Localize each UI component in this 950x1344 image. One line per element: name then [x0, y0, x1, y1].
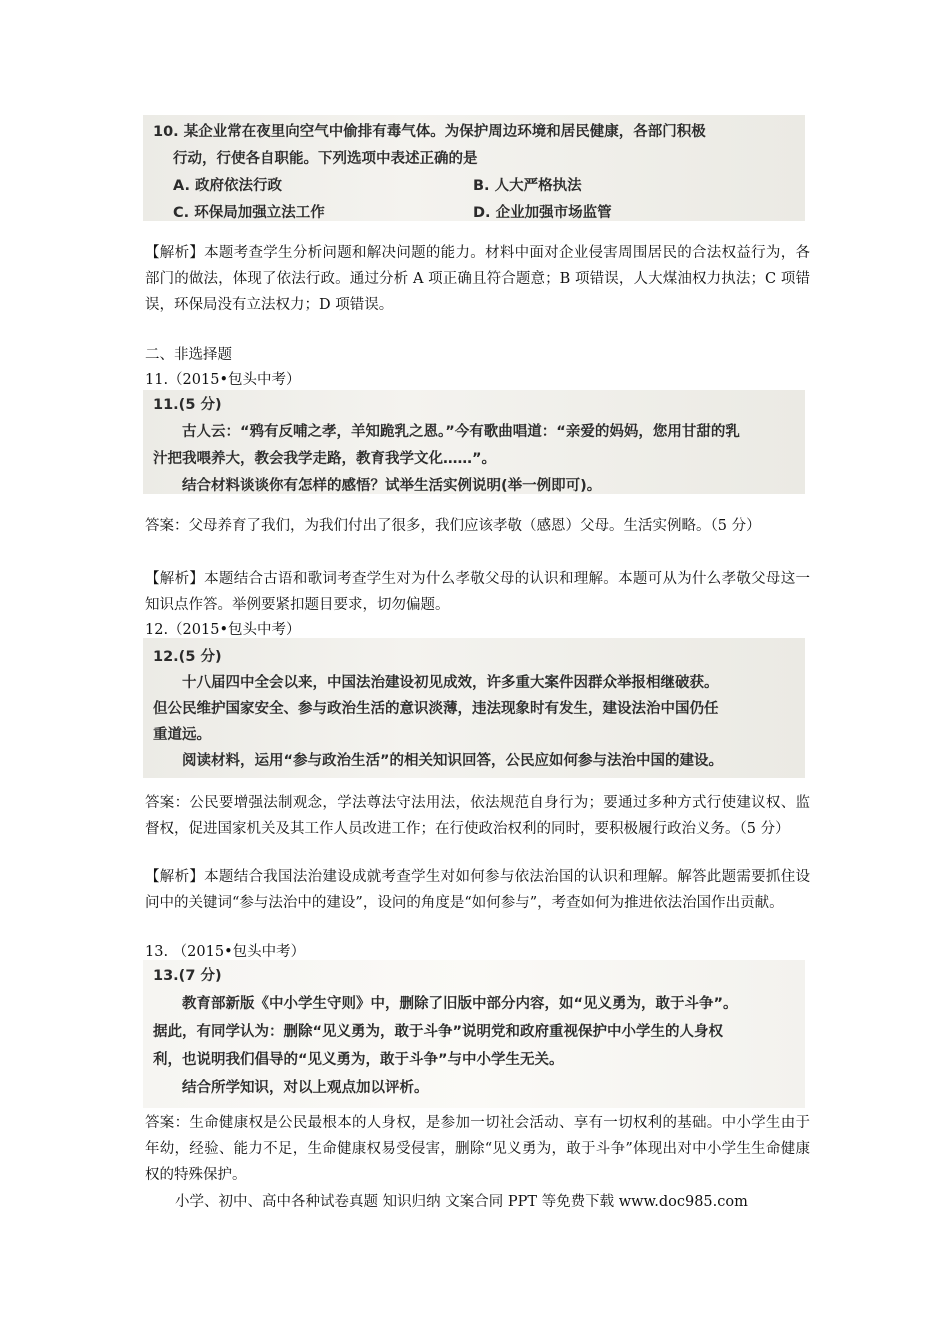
- question-13-image: [143, 960, 805, 1108]
- q10-option-c: C. 环保局加强立法工作: [173, 205, 325, 221]
- question-11-image: [143, 390, 805, 494]
- q13-line4: 结合所学知识，对以上观点加以评析。: [182, 1080, 429, 1096]
- q10-analysis: 【解析】本题考查学生分析问题和解决问题的能力。材料中面对企业侵害周围居民的合法权益行为，各部门的做法，体现了依法行政。通过分析 A 项正确且符合题意；B 项错误，人大煤油权力执法；C 项错误，环保局没有立法权力；D 项错误。: [145, 245, 810, 313]
- q12-line3: 重道远。: [153, 727, 211, 743]
- q12-head: 12.(5 分): [153, 649, 222, 665]
- q10-stem: 10. 某企业常在夜里向空气中偷排有毒气体。为保护周边环境和居民健康，各部门积极: [153, 124, 706, 140]
- q10-option-d: D. 企业加强市场监管: [473, 205, 612, 221]
- q11-answer: 答案：父母养育了我们，为我们付出了很多，我们应该孝敬（感恩）父母。生活实例略。（5 分）: [145, 518, 761, 534]
- footer: 小学、初中、高中各种试卷真题 知识归纳 文案合同 PPT 等免费下载 www.doc985.com: [175, 1194, 748, 1210]
- section-heading: 二、非选择题: [145, 347, 232, 363]
- q11-line1: 古人云：“鸦有反哺之孝，羊知跪乳之恩。”今有歌曲唱道：“亲爱的妈妈，您用甘甜的乳: [182, 424, 740, 440]
- q11-head: 11.(5 分): [153, 397, 222, 413]
- q10-options: [173, 173, 795, 227]
- q12-source: 12.（2015•包头中考）: [145, 622, 301, 638]
- question-10-image: [143, 115, 805, 221]
- q12-analysis: 【解析】本题结合我国法治建设成就考查学生对如何参与依法治国的认识和理解。解答此题需要抓住设问中的关键词“参与法治中的建设”，设问的角度是“如何参与”，考查如何为推进依法治国作出贡献。: [145, 869, 810, 911]
- q13-line2: 据此，有同学认为：删除“见义勇为，敢于斗争”说明党和政府重视保护中小学生的人身权: [153, 1024, 724, 1040]
- question-12-image: [143, 638, 805, 778]
- q11-source: 11.（2015•包头中考）: [145, 372, 301, 388]
- q10-stem-cont: 行动，行使各自职能。下列选项中表述正确的是: [173, 151, 478, 167]
- q11-line3: 结合材料谈谈你有怎样的感悟？试举生活实例说明(举一例即可)。: [182, 478, 602, 494]
- q10-option-b: B. 人大严格执法: [473, 178, 582, 194]
- q11-line2: 汁把我喂养大，教会我学走路，教育我学文化……”。: [153, 451, 497, 467]
- q13-answer: 答案：生命健康权是公民最根本的人身权，是参加一切社会活动、享有一切权利的基础。中小学生由于年幼，经验、能力不足，生命健康权易受侵害，删除“见义勇为，敢于斗争”体现出对中小学生生命健康权的特殊保护。: [145, 1115, 810, 1183]
- q13-line3: 利，也说明我们倡导的“见义勇为，敢于斗争”与中小学生无关。: [153, 1052, 564, 1068]
- q12-answer: 答案：公民要增强法制观念，学法尊法守法用法，依法规范自身行为；要通过多种方式行使建议权、监督权，促进国家机关及其工作人员改进工作；在行使政治权利的同时，要积极履行政治义务。（5 分）: [145, 795, 810, 837]
- q13-source: 13. （2015•包头中考）: [145, 944, 306, 960]
- q12-line1: 十八届四中全会以来，中国法治建设初见成效，许多重大案件因群众举报相继破获。: [182, 675, 719, 691]
- q10-option-a: A. 政府依法行政: [173, 178, 283, 194]
- q12-line4: 阅读材料，运用“参与政治生活”的相关知识回答，公民应如何参与法治中国的建设。: [182, 753, 724, 769]
- q11-analysis: 【解析】本题结合古语和歌词考查学生对为什么孝敬父母的认识和理解。本题可从为什么孝敬父母这一知识点作答。举例要紧扣题目要求，切勿偏题。: [145, 571, 810, 613]
- q13-head: 13.(7 分): [153, 968, 222, 984]
- q13-line1: 教育部新版《中小学生守则》中，删除了旧版中部分内容，如“见义勇为，敢于斗争”。: [182, 996, 738, 1012]
- q12-line2: 但公民维护国家安全、参与政治生活的意识淡薄，违法现象时有发生，建设法治中国仍任: [153, 701, 719, 717]
